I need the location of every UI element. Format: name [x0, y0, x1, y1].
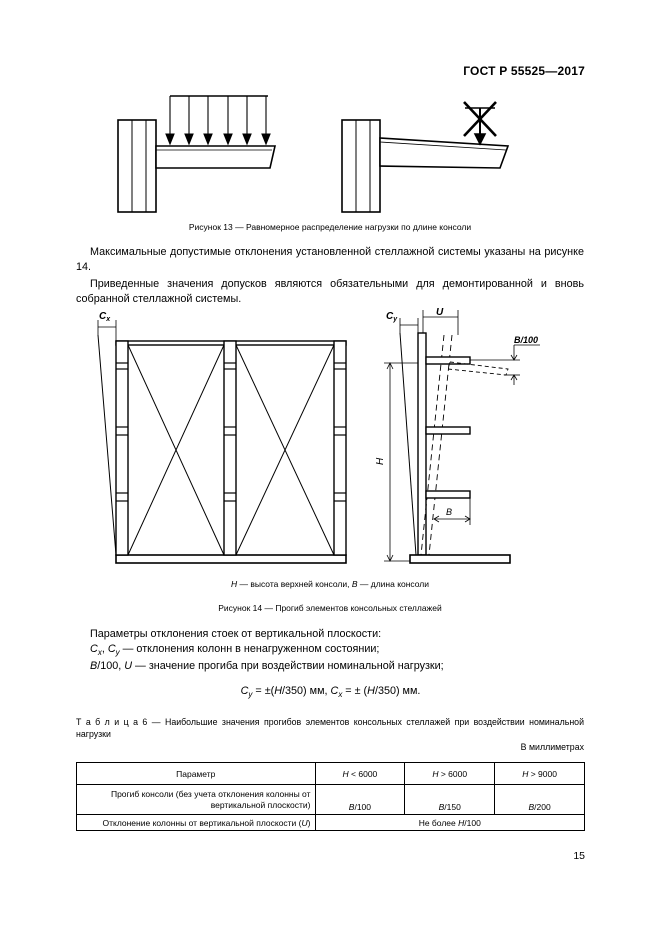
document-header: ГОСТ Р 55525—2017	[463, 64, 585, 78]
fig13-right-console	[380, 138, 508, 168]
row1-param: Прогиб консоли (без учета отклонения колонны от вертикальной плоскости)	[77, 785, 316, 815]
row1-value-2: B/150	[405, 785, 495, 815]
fig14-side-column	[418, 333, 426, 555]
fig14-deviation-line-y	[400, 333, 416, 555]
fig14-left-base	[116, 555, 346, 563]
figure-14-drawing	[80, 305, 570, 575]
header-param: Параметр	[77, 763, 316, 785]
fig14-label-b100: B/100	[514, 335, 539, 345]
table-6-title: Т а б л и ц а 6 — Наибольшие значения прогибов элементов консольных стеллажей при воздействии номинальной нагрузки	[76, 717, 584, 739]
figure-14-caption: Рисунок 14 — Прогиб элементов консольных стеллажей	[218, 603, 442, 613]
fig14-left-column-3	[334, 341, 346, 555]
fig14-left-column-2	[224, 341, 236, 555]
paragraph-1: Максимальные допустимые отклонения установленной стеллажной системы указаны на рисунке 14.	[76, 246, 584, 273]
fig13-left-console	[156, 146, 275, 168]
fig13-load-arrows	[166, 96, 270, 144]
fig14-left-column-1	[116, 341, 128, 555]
page-number: 15	[573, 850, 585, 862]
fig14-top-console	[426, 357, 470, 364]
params-title: Параметры отклонения стоек от вертикальной плоскости:	[90, 628, 382, 640]
fig13-right-column	[342, 120, 380, 212]
figure-13-drawing	[110, 90, 530, 215]
fig14-label-u: U	[436, 307, 444, 318]
row1-value-3: B/200	[495, 785, 585, 815]
params-line-1: $C_x$, $C_y$ — отклонения колонн в ненагруженном состоянии;	[90, 643, 380, 658]
fig14-label-cx: $C_x$	[99, 311, 111, 323]
row2-param: Отклонение колонны от вертикальной плоскости (U)	[77, 815, 316, 831]
table-6-units: В миллиметрах	[520, 742, 584, 752]
table-row	[77, 785, 585, 815]
row1-value-1: B/100	[315, 785, 405, 815]
header-col-3: H > 9000	[495, 763, 585, 785]
fig13-left-column	[118, 120, 156, 212]
fig14-side-base	[410, 555, 510, 563]
fig14-label-cy: $C_y$	[386, 311, 398, 323]
table-6	[76, 762, 585, 831]
table-row	[77, 815, 585, 831]
row2-value: Не более H/100	[315, 815, 585, 831]
figure-14-legend: H — высота верхней консоли, B — длина консоли	[230, 579, 430, 589]
header-col-2: H > 6000	[405, 763, 495, 785]
fig14-label-h: H	[375, 457, 386, 465]
fig14-label-b: B	[446, 507, 453, 517]
formula: $C_y = \pm(H/350)$ мм, $C_x$ = ± (H/350) мм.	[240, 685, 421, 700]
paragraph-2: Приведенные значения допусков являются обязательными для демонтированной и вновь собранной стеллажной системы.	[76, 278, 584, 305]
header-col-1: H < 6000	[315, 763, 405, 785]
table-header-row	[77, 763, 585, 785]
fig14-deviation-line-x	[98, 335, 116, 555]
fig14-lower-console	[426, 491, 470, 498]
figure-13-caption: Рисунок 13 — Равномерное распределение нагрузки по длине консоли	[188, 222, 472, 232]
fig14-middle-console	[426, 427, 470, 434]
params-line-2: B/100, U — значение прогиба при воздействии номинальной нагрузки;	[90, 660, 444, 672]
